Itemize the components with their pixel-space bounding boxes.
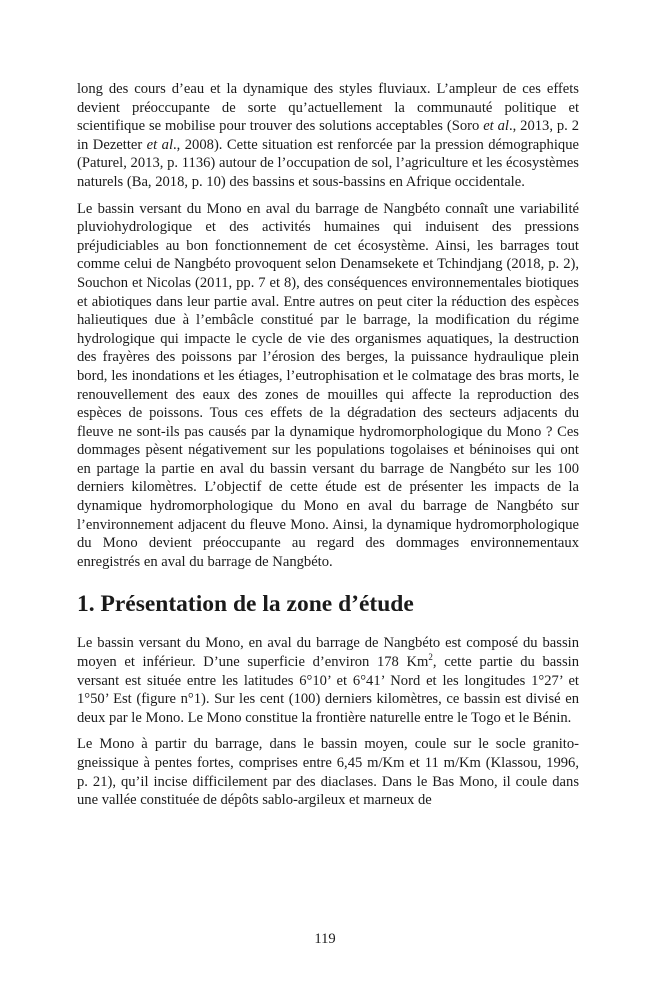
paragraph-1 [77, 80, 579, 192]
paragraph-3-text-b: , cette partie du bassin versant est située entre les latitudes 6°10’ et 6°41’ Nord et les longitudes 1°27’ et 1°50’ Est (figure n°1). Sur les cent (100) derniers kilomètres, ce bassin est divisé en deux par le Mono. Le Mono constitue la frontière naturelle entre le Togo et le Bénin. [77, 654, 579, 726]
page-body [77, 80, 579, 810]
paragraph-1-italic-a: et al [483, 118, 509, 135]
page-number: 119 [314, 931, 336, 947]
superscript-exponent: 2 [428, 652, 433, 663]
paragraph-3-text-a: Le bassin versant du Mono, en aval du barrage de Nangbéto est composé du bassin moyen et inférieur. D’une superficie d’environ 178 Km [77, 635, 579, 671]
paragraph-1-italic-b: et al [146, 136, 174, 153]
paragraph-1-text-a: long des cours d’eau et la dynamique des styles fluviaux. L’ampleur de ces effets devient préoccupante de sorte qu’actuellement la communauté politique et scientifique se mobilise pour trouver des solutions acceptables (Soro [77, 81, 579, 135]
paragraph-1-text-b: ., 2013, p. 2 in Dezetter [77, 118, 579, 153]
section-heading: 1. Présentation de la zone d’étude [77, 591, 414, 618]
paragraph-2: Le bassin versant du Mono en aval du barrage de Nangbéto connaît une variabilité pluviohydrologique et des activités humaines qui induisent des pressions préjudiciables au bon fonctionnement de cet écosystème. Ainsi, les barrages tout comme celui de Nangbéto provoquent selon Denamsekete et Tchindjang (2018, p. 2), Souchon et Nicolas (2011, pp. 7 et 8), des conséquences environnementales biotiques et abiotiques dans leur partie aval. Entre autres on peut citer la réduction des espèces halieutiques due à l’embâcle constitué par le barrage, la modification du régime hydrologique qui impacte le cycle de vie des organismes aquatiques, la destruction des frayères des poissons par l’érosion des berges, la puissance hydraulique plein bord, les inondations et les étiages, l’eutrophisation et le colmatage des bras morts, le renouvellement des eaux des zones de mouilles qui affecte la reproduction des espèces de poissons. Tous ces effets de la dégradation des secteurs adjacents du fleuve ne sont-ils pas causés par la dynamique hydromorphologique du Mono ? Ces dommages pèsent négativement sur les populations togolaises et béninoises qui ont en partage la partie en aval du bassin versant du barrage de Nangbéto sur les 100 derniers kilomètres. L’objectif de cette étude est de présenter les impacts de la dynamique hydromorphologique du Mono en aval du barrage de Nangbéto sur l’environnement adjacent du fleuve Mono. Ainsi, la dynamique hydromorphologique du Mono devient préoccupante au regard des dommages environnementaux enregistrés en aval du barrage de Nangbéto. [77, 200, 579, 570]
paragraph-3 [77, 634, 579, 727]
paragraph-1-text-c: ., 2008). Cette situation est renforcée par la pression démographique (Paturel, 2013, p. 1136) autour de l’occupation de sol, l’agriculture et les écosystèmes naturels (Ba, 2018, p. 10) des bassins et sous-bassins en Afrique occidentale. [77, 136, 579, 190]
paragraph-4: Le Mono à partir du barrage, dans le bassin moyen, coule sur le socle granito-gneissique à pentes fortes, comprises entre 6,45 m/Km et 11 m/Km (Klassou, 1996, p. 21), qu’il incise difficilement par des diaclases. Dans le Bas Mono, il coule dans une vallée constituée de dépôts sablo-argileux et marneux de [77, 736, 579, 809]
